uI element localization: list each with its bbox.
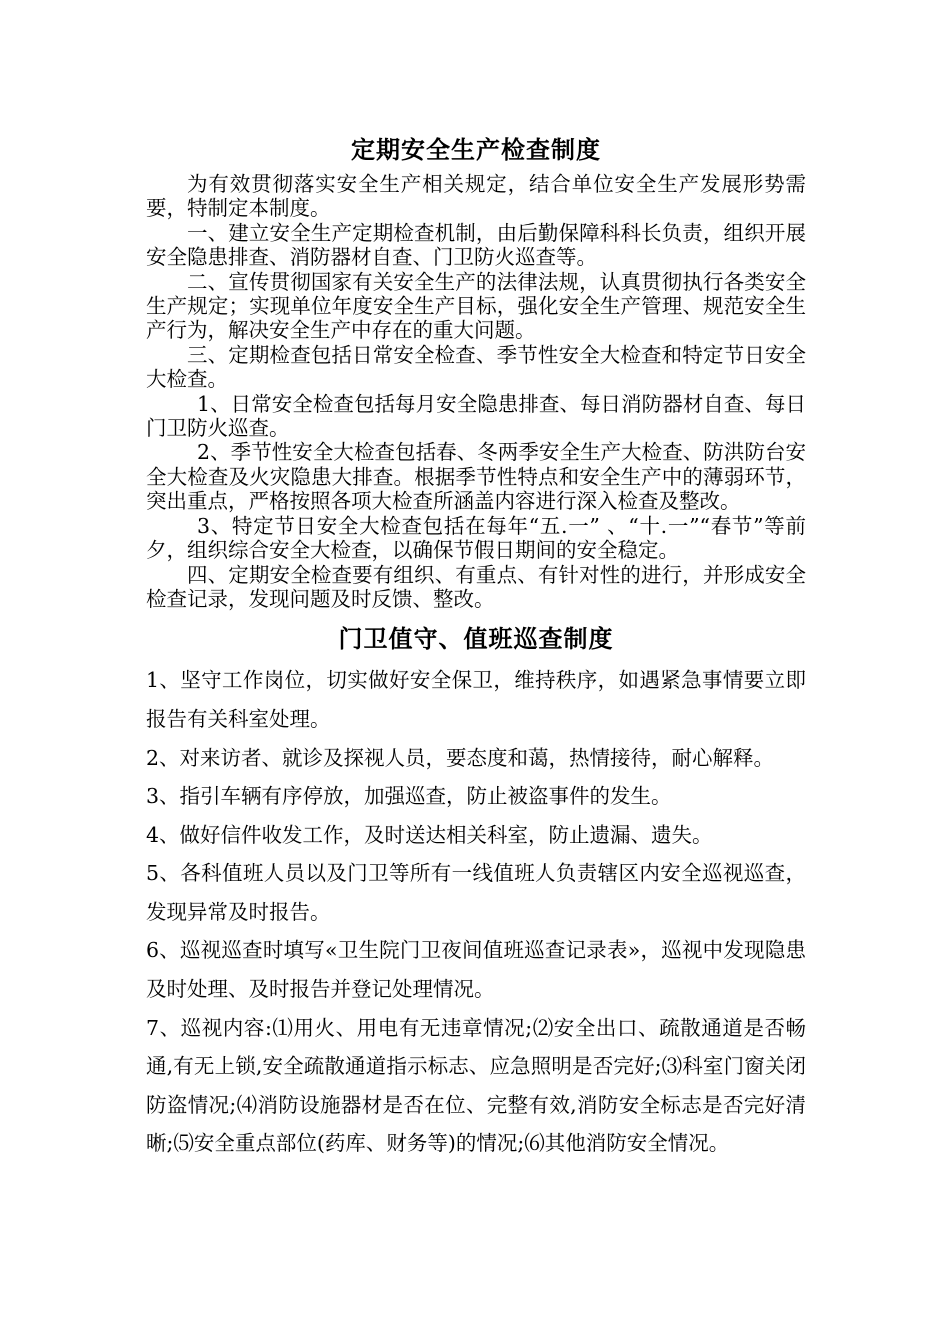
list-item: 2、对来访者、就诊及探视人员，要态度和蔼，热情接待，耐心解释。 [146,745,775,770]
paragraph: 二、宣传贯彻国家有关安全生产的法律法规，认真贯彻执行各类安全生产规定；实现单位年度安全生产目标，强化安全生产管理、规范安全生产行为，解决安全生产中存在的重大问题。 [146,269,806,343]
paragraph: 2、季节性安全大检查包括春、冬两季安全生产大检查、防洪防台安全大检查及火灾隐患大排查。根据季节性特点和安全生产中的薄弱环节，突出重点，严格按照各项大检查所涵盖内容进行深入检查及整改。 [146,440,806,514]
section-guard-duty [146,617,806,1163]
paragraph: 一、建立安全生产定期检查机制，由后勤保障科科长负责，组织开展安全隐患排查、消防器材自查、门卫防火巡查等。 [146,220,806,270]
list-item: 4、做好信件收发工作，及时送达相关科室，防止遗漏、遗失。 [146,822,713,847]
list-item: 7、巡视内容:⑴用火、用电有无违章情况;⑵安全出口、疏散通道是否畅通,有无上锁,安全疏散通道指示标志、应急照明是否完好;⑶科室门窗关闭防盗情况;⑷消防设施器材是否在位、完整有效,消防安全标志是否完好清晰;⑸安全重点部位(药库、财务等)的情况;⑹其他消防安全情况。 [146,1015,806,1156]
paragraph: 为有效贯彻落实安全生产相关规定，结合单位安全生产发展形势需要，特制定本制度。 [146,172,806,221]
section-title: 定期安全生产检查制度 [351,136,601,164]
document-page [146,128,806,1163]
section-safety-inspection [146,128,806,611]
list-item: 6、巡视巡查时填写«卫生院门卫夜间值班巡查记录表»，巡视中发现隐患及时处理、及时报告并登记处理情况。 [146,938,806,1002]
list-item: 1、坚守工作岗位，切实做好安全保卫，维持秩序，如遇紧急事情要立即报告有关科室处理。 [146,668,806,731]
list-item: 5、各科值班人员以及门卫等所有一线值班人负责辖区内安全巡视巡查，发现异常及时报告。 [146,861,806,924]
paragraph: 1、日常安全检查包括每月安全隐患排查、每日消防器材自查、每日门卫防火巡查。 [146,391,806,441]
paragraph: 三、定期检查包括日常安全检查、季节性安全大检查和特定节日安全大检查。 [146,342,806,392]
paragraph: 3、特定节日安全大检查包括在每年“五.一” 、“十.一”“春节”等前夕，组织综合安全大检查，以确保节假日期间的安全稳定。 [146,513,806,563]
list-item: 3、指引车辆有序停放，加强巡查，防止被盗事件的发生。 [146,784,672,809]
section-title: 门卫值守、值班巡查制度 [338,625,614,654]
paragraph: 四、定期安全检查要有组织、有重点、有针对性的进行，并形成安全检查记录，发现问题及时反馈、整改。 [146,562,806,611]
